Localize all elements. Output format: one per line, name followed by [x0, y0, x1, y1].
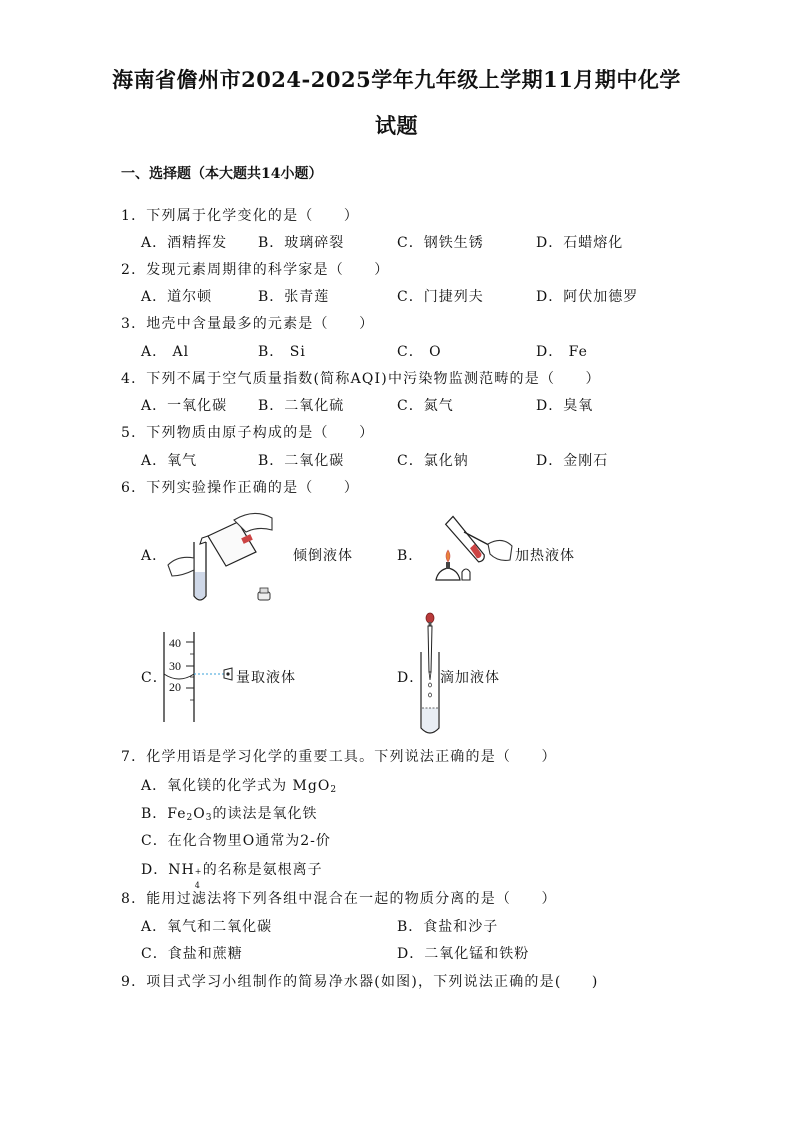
- question-2-stem: 2．发现元素周期律的科学家是（ ）: [121, 262, 390, 278]
- heating-liquid-illustration: [418, 510, 518, 598]
- question-3-option-d: D． Fe: [536, 344, 588, 360]
- question-1-option-a: A．酒精挥发: [141, 235, 228, 251]
- question-2-option-d: D．阿伏加德罗: [536, 289, 639, 305]
- cylinder-tick-30: 30: [169, 659, 181, 673]
- question-8-option-d: D．二氧化锰和铁粉: [397, 946, 530, 962]
- dropper-icon: [426, 613, 434, 680]
- question-7-stem: 7．化学用语是学习化学的重要工具。下列说法正确的是（ ）: [121, 749, 557, 765]
- lamp-cap-icon: [462, 569, 470, 580]
- question-8-option-a: A．氧气和二氧化碳: [141, 919, 273, 935]
- question-6-stem: 6．下列实验操作正确的是（ ）: [121, 480, 360, 496]
- question-1-stem: 1．下列属于化学变化的是（ ）: [121, 208, 360, 224]
- question-9-stem: 9．项目式学习小组制作的简易净水器(如图)，下列说法正确的是( ): [121, 974, 599, 990]
- hand-icon: [488, 540, 512, 560]
- question-1-option-b: B．玻璃碎裂: [258, 235, 345, 251]
- figure-b-letter: B．: [397, 548, 424, 564]
- section-heading: 一、选择题（本大题共14小题）: [121, 166, 323, 182]
- figure-a-letter: A．: [141, 548, 168, 564]
- question-7-option-a: A．氧化镁的化学式为 MgO$_2$: [141, 778, 338, 795]
- question-3-option-c: C． O: [397, 344, 442, 360]
- figure-d-caption: 滴加液体: [440, 670, 500, 686]
- question-8-option-c: C．食盐和蔗糖: [141, 946, 243, 962]
- question-8-stem: 8．能用过滤法将下列各组中混合在一起的物质分离的是（ ）: [121, 891, 557, 907]
- question-7-option-c: C．在化合物里O通常为2-价: [141, 833, 331, 849]
- page-title-line2: 试题: [375, 113, 418, 138]
- left-hand-icon: [168, 557, 194, 576]
- question-5-option-d: D．金刚石: [536, 453, 609, 469]
- cylinder-tick-20: 20: [169, 680, 181, 694]
- cylinder-tick-40: 40: [169, 636, 181, 650]
- eye-icon: [224, 668, 232, 680]
- figure-c-letter: C．: [141, 670, 168, 686]
- question-1-option-d: D．石蜡熔化: [536, 235, 624, 251]
- question-7-option-b: B．$Fe_2O_3$的读法是氧化铁: [141, 806, 318, 823]
- question-5-option-b: B．二氧化碳: [258, 453, 345, 469]
- question-4-option-c: C．氮气: [397, 398, 454, 414]
- question-3-option-b: B． Si: [258, 344, 306, 360]
- question-2-option-a: A．道尔顿: [141, 289, 213, 305]
- question-4-option-a: A．一氧化碳: [141, 398, 228, 414]
- droplet-icon: [429, 693, 432, 697]
- pouring-liquid-illustration: [160, 510, 290, 610]
- question-4-stem: 4．下列不属于空气质量指数(简称AQI)中污染物监测范畴的是（ ）: [121, 371, 601, 387]
- question-3-option-a: A． Al: [141, 344, 190, 360]
- figure-a-caption: 倾倒液体: [293, 548, 353, 564]
- figure-b-caption: 加热液体: [515, 548, 575, 564]
- test-tube-icon: [194, 542, 206, 600]
- stopper-icon: [258, 588, 270, 600]
- alcohol-lamp-icon: [436, 550, 460, 580]
- figure-d-letter: D．: [397, 670, 425, 686]
- figure-c-caption: 量取液体: [236, 670, 296, 686]
- question-3-stem: 3．地壳中含量最多的元素是（ ）: [121, 316, 375, 332]
- question-5-option-c: C．氯化钠: [397, 453, 469, 469]
- droplet-icon: [429, 683, 432, 687]
- question-2-option-c: C．门捷列夫: [397, 289, 484, 305]
- question-4-option-d: D．臭氧: [536, 398, 594, 414]
- question-7-option-d: D．NH + 4 的名称是氨根离子: [141, 862, 323, 890]
- question-8-option-b: B．食盐和沙子: [397, 919, 499, 935]
- graduated-cylinder-illustration: [156, 628, 236, 724]
- question-5-stem: 5．下列物质由原子构成的是（ ）: [121, 425, 375, 441]
- page-title: 海南省儋州市2024-2025学年九年级上学期11月期中化学: [112, 67, 681, 92]
- question-2-option-b: B．张青莲: [258, 289, 330, 305]
- question-1-option-c: C．钢铁生锈: [397, 235, 484, 251]
- question-5-option-a: A．氧气: [141, 453, 198, 469]
- question-4-option-b: B．二氧化硫: [258, 398, 345, 414]
